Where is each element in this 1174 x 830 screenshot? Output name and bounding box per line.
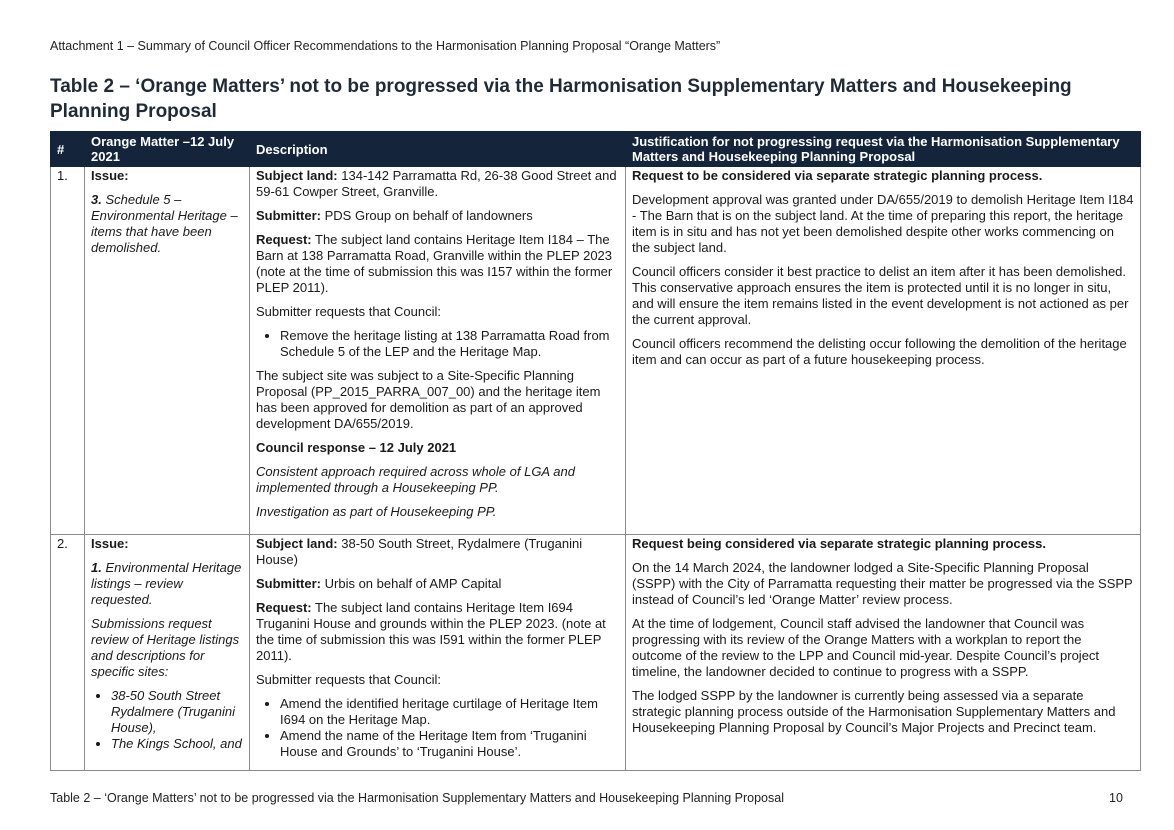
requests-intro: Submitter requests that Council: <box>256 672 441 687</box>
issue-sites-list <box>91 688 243 752</box>
attachment-header: Attachment 1 – Summary of Council Officer Recommendations to the Harmonisation Planning Proposal “Orange Matters” <box>50 39 721 53</box>
list-item: • Remove the heritage listing at 138 Parramatta Road from Schedule 5 of the LEP and the Heritage Map. <box>280 328 619 360</box>
orange-matter-cell <box>85 167 250 535</box>
issue-subtext: Submissions request review of Heritage listings and descriptions for specific sites: <box>91 616 240 679</box>
justification-heading: Request to be considered via separate strategic planning process. <box>632 168 1043 183</box>
council-response-heading: Council response – 12 July 2021 <box>256 440 457 455</box>
request-text: The subject land contains Heritage Item I694 Truganini House and grounds within the PLEP 2023. (note at the time of submission this was I591 within the former PLEP 2011). <box>256 600 606 663</box>
requests-list <box>256 328 619 360</box>
request-label: Request: <box>256 232 312 247</box>
row-number: 2. <box>51 535 85 771</box>
justification-paragraph: Development approval was granted under DA/655/2019 to demolish Heritage Item I184 - The Barn that is on the subject land. At the time of preparing this report, the heritage item is in situ and has not yet been demolished despite other works commencing on the subject land. <box>632 192 1134 255</box>
description-paragraph: The subject site was subject to a Site-Specific Planning Proposal (PP_2015_PARRA_007_00) and the heritage item has been approved for demolition as part of an approved development DA/655/2019. <box>256 368 601 431</box>
subject-land-text: 38-50 South Street, Rydalmere (Truganini House) <box>256 536 583 567</box>
issue-number: 1. <box>91 560 102 575</box>
subject-land-text: 134-142 Parramatta Rd, 26-38 Good Street and 59-61 Cowper Street, Granville. <box>256 168 617 199</box>
issue-number: 3. <box>91 192 102 207</box>
requests-intro: Submitter requests that Council: <box>256 304 441 319</box>
subject-land-label: Subject land: <box>256 536 338 551</box>
list-item: • Amend the identified heritage curtilage of Heritage Item I694 on the Heritage Map. <box>280 696 619 728</box>
submitter-label: Submitter: <box>256 208 321 223</box>
row-number: 1. <box>51 167 85 535</box>
justification-heading: Request being considered via separate strategic planning process. <box>632 536 1046 551</box>
justification-cell <box>626 167 1141 535</box>
column-header-justification: Justification for not progressing request via the Harmonisation Supplementary Matters and Housekeeping Planning Proposal <box>626 132 1141 167</box>
description-cell <box>250 535 626 771</box>
justification-paragraph: On the 14 March 2024, the landowner lodged a Site-Specific Planning Proposal (SSPP) with the City of Parramatta requesting their matter be progressed via the SSPP instead of Council’s led ‘Orange Matter’ review process. <box>632 560 1133 607</box>
list-item: • 38-50 South Street Rydalmere (Truganini House), <box>111 688 243 736</box>
submitter-label: Submitter: <box>256 576 321 591</box>
column-header-description: Description <box>250 132 626 167</box>
justification-paragraph: The lodged SSPP by the landowner is currently being assessed via a separate strategic planning process outside of the Harmonisation Supplementary Matters and Housekeeping Planning Proposal by Council’s Major Projects and Precinct team. <box>632 688 1116 735</box>
column-header-number: # <box>51 132 85 167</box>
issue-label: Issue: <box>91 536 129 551</box>
page-number: 10 <box>1109 791 1123 805</box>
issue-text: Schedule 5 – Environmental Heritage – items that have been demolished. <box>91 192 238 255</box>
justification-cell <box>626 535 1141 771</box>
request-text: The subject land contains Heritage Item I184 – The Barn at 138 Parramatta Road, Granville within the PLEP 2023 (note at the time of submission this was I157 within the former PLEP 2011). <box>256 232 613 295</box>
issue-text: Environmental Heritage listings – review requested. <box>91 560 242 607</box>
submitter-text: PDS Group on behalf of landowners <box>324 208 533 223</box>
list-item: • The Kings School, and <box>111 736 243 752</box>
page-title: Table 2 – ‘Orange Matters’ not to be progressed via the Harmonisation Supplementary Matters and Housekeeping Planning Proposal <box>50 76 1072 122</box>
page-footer: Table 2 – ‘Orange Matters’ not to be progressed via the Harmonisation Supplementary Matters and Housekeeping Planning Proposal <box>50 791 784 805</box>
justification-paragraph: Council officers recommend the delisting occur following the demolition of the heritage item and can occur as part of a future housekeeping process. <box>632 336 1127 367</box>
orange-matters-table <box>50 131 1141 771</box>
council-response-text: Consistent approach required across whole of LGA and implemented through a Housekeeping PP. <box>256 464 575 495</box>
subject-land-label: Subject land: <box>256 168 338 183</box>
table-row <box>51 167 1141 535</box>
orange-matter-cell <box>85 535 250 771</box>
requests-list <box>256 696 619 760</box>
table-row <box>51 535 1141 771</box>
request-label: Request: <box>256 600 312 615</box>
table-header-row <box>51 132 1141 167</box>
justification-paragraph: Council officers consider it best practice to delist an item after it has been demolished. This conservative approach ensures the item is protected until it is no longer in situ, and will ensure the item remains listed in the event development is not actioned as per the current approval. <box>632 264 1129 327</box>
column-header-orange-matter: Orange Matter –12 July 2021 <box>85 132 250 167</box>
council-response-text: Investigation as part of Housekeeping PP. <box>256 504 497 519</box>
justification-paragraph: At the time of lodgement, Council staff advised the landowner that Council was progressing with its review of the Orange Matters with a workplan to report the outcome of the review to the LPP and Council mid-year. Despite Council’s project timeline, the landowner decided to continue to progress with a SSPP. <box>632 616 1100 679</box>
submitter-text: Urbis on behalf of AMP Capital <box>324 576 502 591</box>
list-item: • Amend the name of the Heritage Item from ‘Truganini House and Grounds’ to ‘Truganini House’. <box>280 728 619 760</box>
issue-label: Issue: <box>91 168 129 183</box>
description-cell <box>250 167 626 535</box>
